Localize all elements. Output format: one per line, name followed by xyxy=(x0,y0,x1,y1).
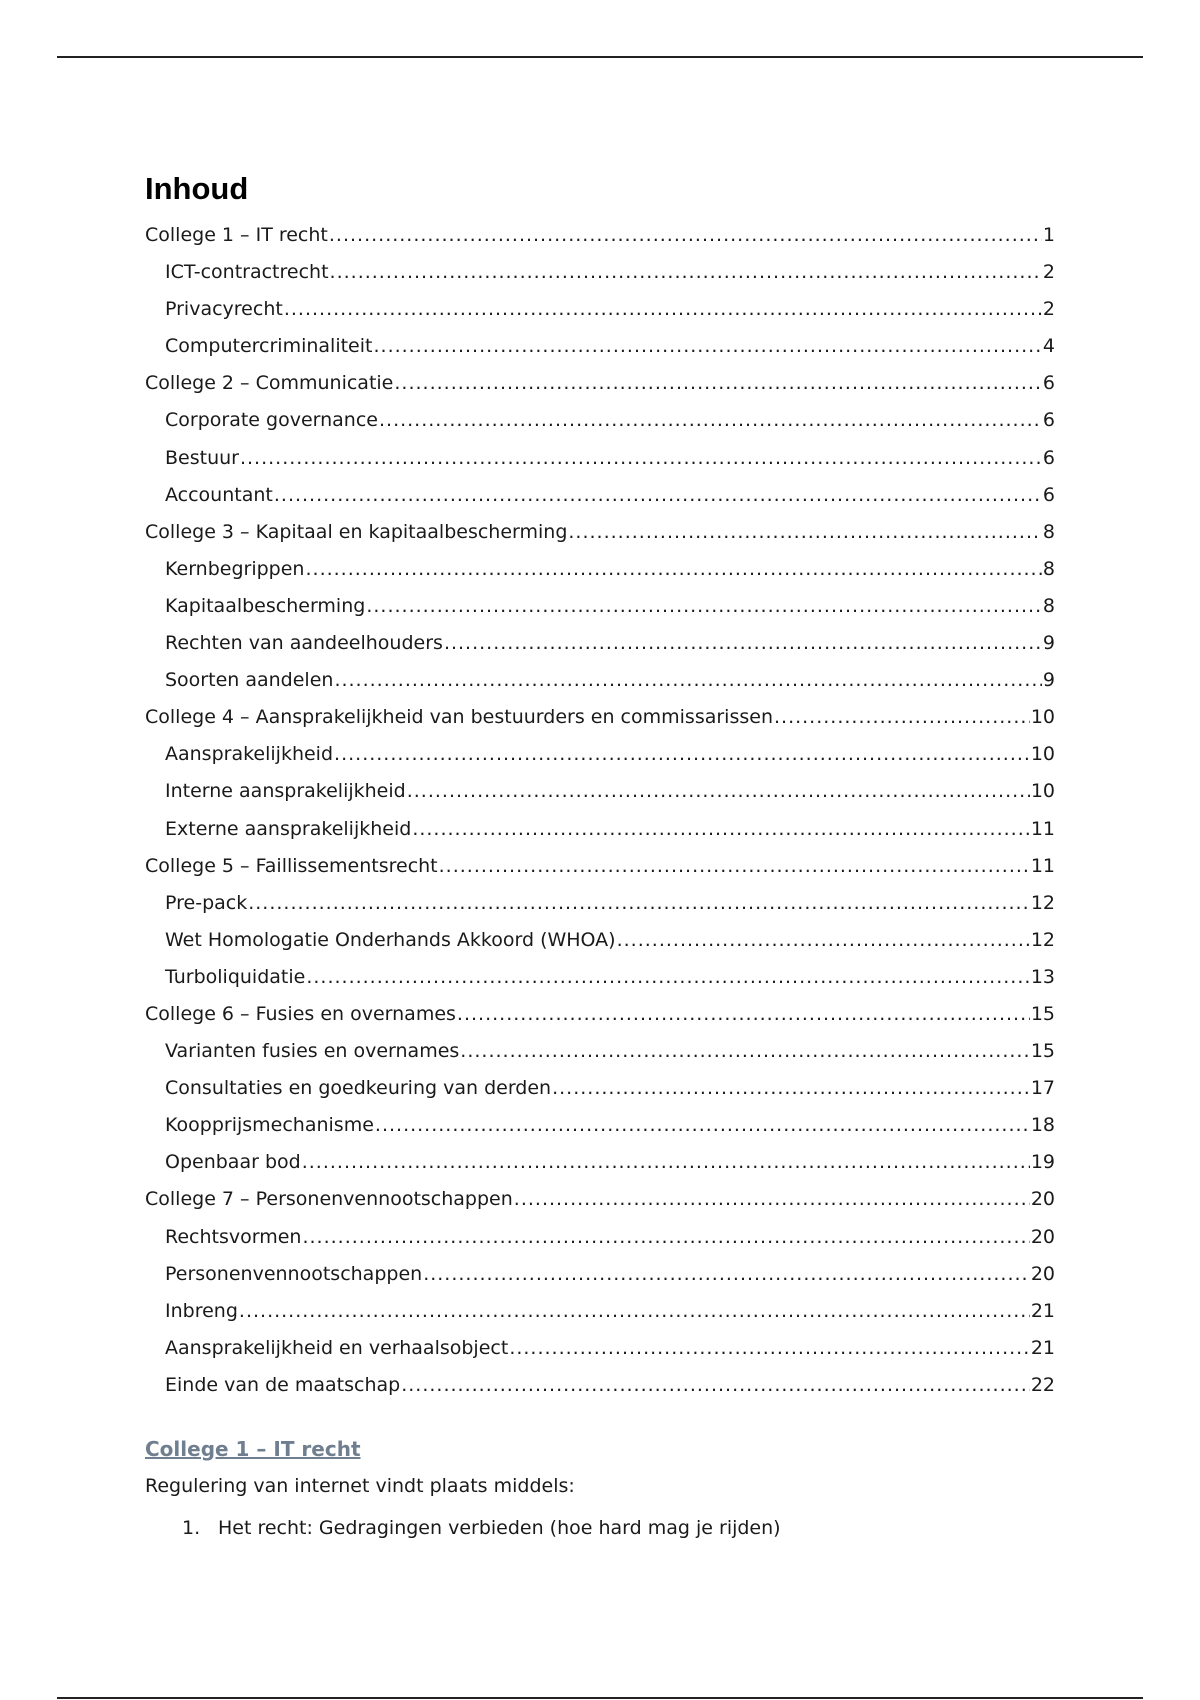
toc-entry-page-number: 2 xyxy=(1042,261,1055,284)
toc-entry-label: Soorten aandelen xyxy=(165,669,334,692)
toc-entry[interactable] xyxy=(145,736,1055,773)
toc-entry-page-number: 11 xyxy=(1030,817,1055,840)
toc-entry-page-number: 12 xyxy=(1030,928,1055,951)
toc-entry-label: College 3 – Kapitaal en kapitaalbescherming xyxy=(145,520,568,543)
toc-dot-leader xyxy=(457,996,1030,1033)
toc-entry[interactable] xyxy=(145,811,1055,848)
toc-dot-leader xyxy=(329,217,1042,254)
toc-dot-leader xyxy=(305,551,1041,588)
toc-entry[interactable] xyxy=(145,1181,1055,1218)
toc-dot-leader xyxy=(366,588,1042,625)
toc-entry-label: Kapitaalbescherming xyxy=(165,594,366,617)
toc-dot-leader xyxy=(552,1070,1030,1107)
toc-entry[interactable] xyxy=(145,1144,1055,1181)
toc-entry[interactable] xyxy=(145,291,1055,328)
toc-entry-page-number: 15 xyxy=(1030,1002,1055,1025)
toc-dot-leader xyxy=(401,1367,1030,1404)
toc-entry-label: College 7 – Personenvennootschappen xyxy=(145,1188,513,1211)
toc-entry[interactable] xyxy=(145,1070,1055,1107)
list-item-text: Het recht: Gedragingen verbieden (hoe hard mag je rijden) xyxy=(218,1517,781,1539)
toc-dot-leader xyxy=(334,662,1041,699)
footer-rule xyxy=(57,1697,1143,1699)
toc-entry-label: Personenvennootschappen xyxy=(165,1262,423,1285)
toc-dot-leader xyxy=(239,1293,1030,1330)
toc-entry-page-number: 8 xyxy=(1042,520,1055,543)
toc-entry-label: Rechten van aandeelhouders xyxy=(165,632,443,655)
toc-entry-page-number: 10 xyxy=(1030,780,1055,803)
toc-entry[interactable] xyxy=(145,1293,1055,1330)
toc-entry-label: Interne aansprakelijkheid xyxy=(165,780,406,803)
toc-entry-page-number: 18 xyxy=(1030,1114,1055,1137)
toc-entry[interactable] xyxy=(145,477,1055,514)
toc-dot-leader xyxy=(444,625,1042,662)
numbered-list xyxy=(145,1510,1055,1546)
toc-entry-label: Externe aansprakelijkheid xyxy=(165,817,412,840)
toc-dot-leader xyxy=(407,773,1030,810)
toc-dot-leader xyxy=(509,1330,1030,1367)
toc-entry-label: Corporate governance xyxy=(165,409,378,432)
toc-entry-label: Privacyrecht xyxy=(165,298,283,321)
toc-entry-label: College 2 – Communicatie xyxy=(145,372,394,395)
toc-entry[interactable] xyxy=(145,848,1055,885)
toc-entry-page-number: 10 xyxy=(1030,743,1055,766)
toc-entry-page-number: 9 xyxy=(1042,669,1055,692)
toc-entry-page-number: 8 xyxy=(1042,594,1055,617)
toc-entry[interactable] xyxy=(145,1219,1055,1256)
toc-entry[interactable] xyxy=(145,365,1055,402)
toc-entry-label: Einde van de maatschap xyxy=(165,1373,401,1396)
toc-entry[interactable] xyxy=(145,773,1055,810)
toc-dot-leader xyxy=(330,254,1042,291)
toc-entry[interactable] xyxy=(145,402,1055,439)
toc-entry-page-number: 6 xyxy=(1042,446,1055,469)
toc-entry-label: Kernbegrippen xyxy=(165,557,305,580)
toc-entry-page-number: 21 xyxy=(1030,1336,1055,1359)
toc-entry[interactable] xyxy=(145,1256,1055,1293)
table-of-contents xyxy=(145,217,1055,1404)
toc-entry-label: Varianten fusies en overnames xyxy=(165,1040,460,1063)
toc-dot-leader xyxy=(394,365,1042,402)
toc-entry[interactable] xyxy=(145,625,1055,662)
toc-entry[interactable] xyxy=(145,885,1055,922)
toc-entry[interactable] xyxy=(145,588,1055,625)
toc-entry[interactable] xyxy=(145,1367,1055,1404)
toc-dot-leader xyxy=(423,1256,1030,1293)
header-rule xyxy=(57,56,1143,58)
toc-dot-leader xyxy=(568,514,1042,551)
toc-entry[interactable] xyxy=(145,514,1055,551)
toc-entry[interactable] xyxy=(145,217,1055,254)
toc-entry[interactable] xyxy=(145,1033,1055,1070)
toc-dot-leader xyxy=(373,328,1041,365)
toc-entry-page-number: 1 xyxy=(1042,224,1055,246)
toc-entry[interactable] xyxy=(145,551,1055,588)
toc-entry-page-number: 6 xyxy=(1042,409,1055,432)
list-item-number: 1. xyxy=(182,1517,201,1539)
toc-entry[interactable] xyxy=(145,254,1055,291)
toc-entry-label: Openbaar bod xyxy=(165,1151,301,1174)
toc-entry-label: Accountant xyxy=(165,483,273,506)
toc-dot-leader xyxy=(302,1144,1030,1181)
toc-entry-page-number: 6 xyxy=(1042,372,1055,395)
toc-entry[interactable] xyxy=(145,440,1055,477)
toc-dot-leader xyxy=(375,1107,1030,1144)
toc-entry-label: Aansprakelijkheid xyxy=(165,743,334,766)
toc-entry-page-number: 6 xyxy=(1042,483,1055,506)
toc-dot-leader xyxy=(248,885,1030,922)
toc-entry-page-number: 20 xyxy=(1030,1188,1055,1211)
toc-dot-leader xyxy=(334,736,1030,773)
toc-entry-label: Computercriminaliteit xyxy=(165,335,373,358)
section-intro: Regulering van internet vindt plaats middels: xyxy=(145,1475,575,1497)
toc-dot-leader xyxy=(302,1219,1029,1256)
toc-entry-page-number: 22 xyxy=(1030,1373,1055,1396)
toc-entry-label: Wet Homologatie Onderhands Akkoord (WHOA) xyxy=(165,928,616,951)
toc-entry-label: Bestuur xyxy=(165,446,239,469)
toc-dot-leader xyxy=(284,291,1042,328)
toc-entry[interactable] xyxy=(145,699,1055,736)
section-heading-link[interactable]: College 1 – IT recht xyxy=(145,1437,361,1461)
toc-entry-page-number: 20 xyxy=(1030,1262,1055,1285)
toc-entry-label: Pre-pack xyxy=(165,891,248,914)
toc-entry-label: Inbreng xyxy=(165,1299,238,1322)
toc-entry-page-number: 17 xyxy=(1030,1077,1055,1100)
toc-entry[interactable] xyxy=(145,959,1055,996)
toc-entry[interactable] xyxy=(145,328,1055,365)
toc-dot-leader xyxy=(306,959,1029,996)
toc-entry-label: College 1 – IT recht xyxy=(145,224,328,246)
toc-title: Inhoud xyxy=(145,171,249,206)
toc-entry-page-number: 20 xyxy=(1030,1225,1055,1248)
toc-entry-page-number: 10 xyxy=(1030,706,1055,729)
toc-entry-label: College 4 – Aansprakelijkheid van bestuurders en commissarissen xyxy=(145,706,773,729)
toc-entry-label: Rechtsvormen xyxy=(165,1225,302,1248)
toc-dot-leader xyxy=(379,402,1042,439)
toc-entry-label: College 6 – Fusies en overnames xyxy=(145,1002,456,1025)
toc-entry-label: Aansprakelijkheid en verhaalsobject xyxy=(165,1336,509,1359)
toc-entry-page-number: 2 xyxy=(1042,298,1055,321)
toc-entry-page-number: 21 xyxy=(1030,1299,1055,1322)
toc-entry-page-number: 11 xyxy=(1030,854,1055,877)
toc-entry-page-number: 15 xyxy=(1030,1040,1055,1063)
toc-entry[interactable] xyxy=(145,1330,1055,1367)
toc-entry-label: Consultaties en goedkeuring van derden xyxy=(165,1077,552,1100)
toc-dot-leader xyxy=(240,440,1042,477)
toc-dot-leader xyxy=(514,1181,1030,1218)
toc-entry-page-number: 13 xyxy=(1030,965,1055,988)
toc-entry[interactable] xyxy=(145,922,1055,959)
toc-dot-leader xyxy=(274,477,1042,514)
toc-entry-page-number: 12 xyxy=(1030,891,1055,914)
toc-entry-label: Koopprijsmechanisme xyxy=(165,1114,374,1137)
toc-entry[interactable] xyxy=(145,996,1055,1033)
toc-dot-leader xyxy=(774,699,1030,736)
toc-entry-label: College 5 – Faillissementsrecht xyxy=(145,854,438,877)
toc-entry-page-number: 19 xyxy=(1030,1151,1055,1174)
toc-entry-label: Turboliquidatie xyxy=(165,965,306,988)
toc-dot-leader xyxy=(617,922,1030,959)
toc-entry[interactable] xyxy=(145,1107,1055,1144)
document-page xyxy=(145,168,1055,1546)
toc-dot-leader xyxy=(412,811,1030,848)
toc-entry-label: ICT-contractrecht xyxy=(165,261,329,284)
list-item xyxy=(145,1510,1055,1546)
toc-entry-page-number: 4 xyxy=(1042,335,1055,358)
toc-dot-leader xyxy=(460,1033,1030,1070)
toc-entry-page-number: 8 xyxy=(1042,557,1055,580)
toc-entry[interactable] xyxy=(145,662,1055,699)
toc-entry-page-number: 9 xyxy=(1042,632,1055,655)
toc-dot-leader xyxy=(439,848,1030,885)
